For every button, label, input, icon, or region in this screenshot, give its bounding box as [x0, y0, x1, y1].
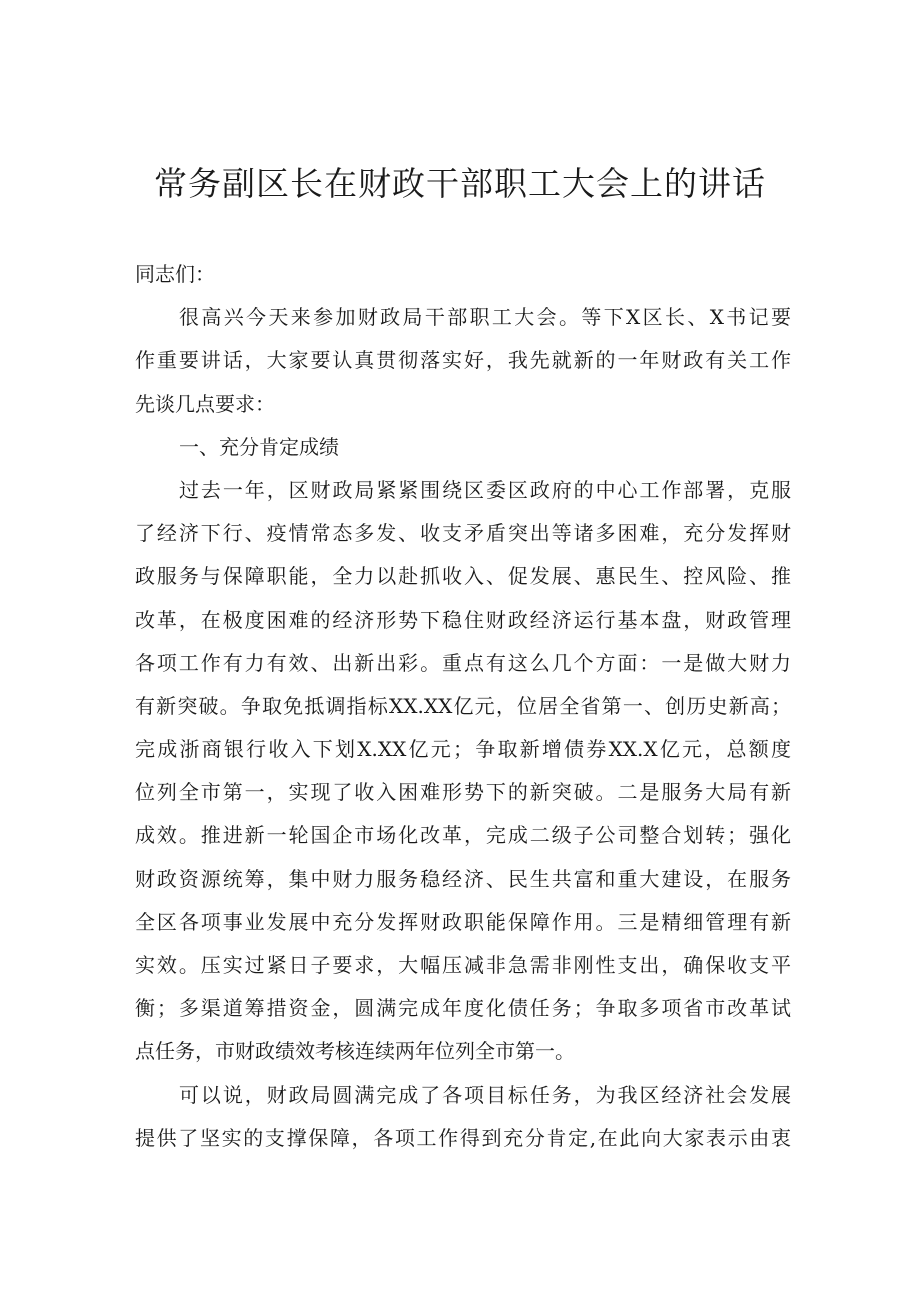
- paragraph-line: 衡；多渠道筹措资金，圆满完成年度化债任务；争取多项省市改革试: [135, 996, 791, 1021]
- paragraph-line: 成效。推进新一轮国企市场化改革，完成二级子公司整合划转；强化: [135, 823, 791, 848]
- paragraph-line: 点任务，市财政绩效考核连续两年位列全市第一。: [135, 1039, 575, 1064]
- paragraph-line: 财政资源统筹，集中财力服务稳经济、民生共富和重大建设，在服务: [135, 866, 791, 891]
- paragraph-line: 同志们：: [135, 262, 215, 286]
- paragraph-line: 可以说，财政局圆满完成了各项目标任务，为我区经济社会发展: [179, 1082, 791, 1107]
- paragraph-line: 完成浙商银行收入下划X.XX亿元；争取新增债券XX.X亿元，总额度: [135, 737, 791, 762]
- paragraph-line: 很高兴今天来参加财政局干部职工大会。等下X区长、X书记要: [179, 305, 791, 330]
- paragraph-line: 了经济下行、疫情常态多发、收支矛盾突出等诸多困难，充分发挥财: [135, 521, 791, 546]
- paragraph-line: 作重要讲话，大家要认真贯彻落实好，我先就新的一年财政有关工作: [135, 348, 791, 373]
- paragraph-line: 政服务与保障职能，全力以赴抓收入、促发展、惠民生、控风险、推: [135, 564, 791, 589]
- paragraph-line: 全区各项事业发展中充分发挥财政职能保障作用。三是精细管理有新: [135, 909, 791, 934]
- paragraph-line: 先谈几点要求：: [135, 391, 275, 416]
- paragraph-line: 位列全市第一，实现了收入困难形势下的新突破。二是服务大局有新: [135, 780, 791, 805]
- paragraph-line: 各项工作有力有效、出新出彩。重点有这么几个方面：一是做大财力: [135, 650, 791, 675]
- paragraph-line: 实效。压实过紧日子要求，大幅压减非急需非刚性支出，确保收支平: [135, 953, 791, 977]
- paragraph-line: 有新突破。争取免抵调指标XX.XX亿元，位居全省第一、创历史新高；: [135, 693, 791, 718]
- paragraph-line: 提供了坚实的支撑保障，各项工作得到充分肯定,在此向大家表示由衷: [135, 1125, 791, 1150]
- paragraph-line: 过去一年，区财政局紧紧围绕区委区政府的中心工作部署，克服: [179, 477, 791, 502]
- document-body: [135, 253, 791, 1160]
- paragraph-line: 改革，在极度困难的经济形势下稳住财政经济运行基本盘，财政管理: [135, 607, 791, 632]
- paragraph-line: 一、充分肯定成绩: [179, 434, 339, 459]
- document-title: 常务副区长在财政干部职工大会上的讲话: [154, 164, 766, 203]
